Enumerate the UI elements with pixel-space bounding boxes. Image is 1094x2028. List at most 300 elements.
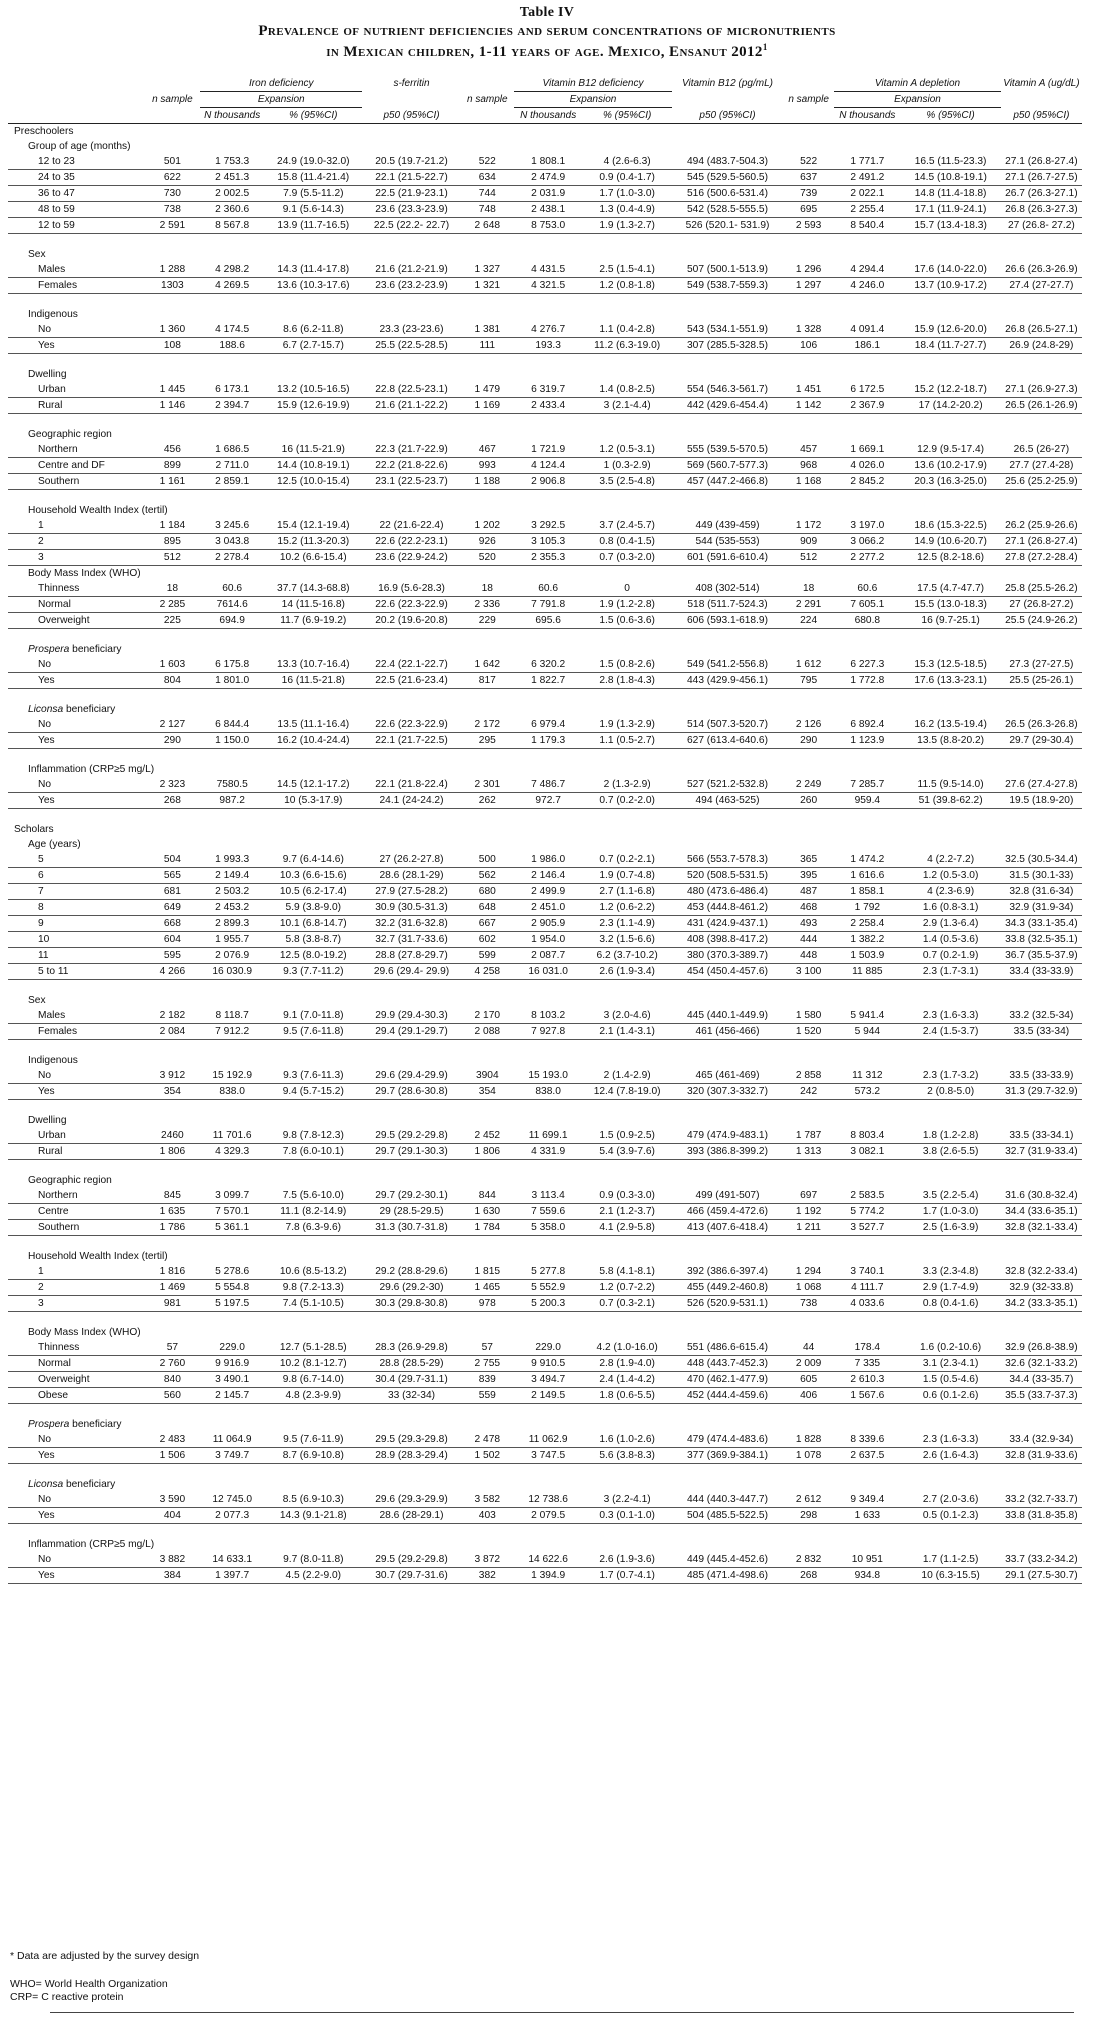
table-cell: 5.9 (3.8-9.0): [264, 900, 362, 916]
row-label: 5 to 11: [8, 964, 145, 980]
b12-expansion-header: Expansion: [514, 92, 672, 108]
table-cell: 526 (520.1- 531.9): [672, 218, 783, 234]
table-cell: 2 022.1: [834, 186, 900, 202]
table-cell: 9.4 (5.7-15.2): [264, 1084, 362, 1100]
table-cell: 29.6 (29.3-29.9): [362, 1492, 460, 1508]
table-cell: 32.2 (31.6-32.8): [362, 916, 460, 932]
table-cell: 3 105.3: [514, 534, 582, 550]
table-cell: 1 397.7: [200, 1568, 264, 1584]
table-cell: 542 (528.5-555.5): [672, 202, 783, 218]
table-cell: 926: [461, 534, 514, 550]
table-cell: 2.3 (1.1-4.9): [582, 916, 672, 932]
table-cell: 466 (459.4-472.6): [672, 1204, 783, 1220]
table-cell: 7.9 (5.5-11.2): [264, 186, 362, 202]
table-cell: 6 319.7: [514, 382, 582, 398]
section-heading-row: [8, 124, 1082, 140]
table-cell: 2 170: [461, 1008, 514, 1024]
section-heading-row: [8, 822, 1082, 837]
table-row: [8, 1264, 1082, 1280]
table-row: [8, 657, 1082, 673]
table-cell: 2.1 (1.4-3.1): [582, 1024, 672, 1040]
table-cell: 4 111.7: [834, 1280, 900, 1296]
table-cell: 1 520: [783, 1024, 834, 1040]
table-cell: 1 815: [461, 1264, 514, 1280]
table-cell: 493: [783, 916, 834, 932]
table-cell: 25.8 (25.5-26.2): [1001, 581, 1082, 597]
table-cell: 6 844.4: [200, 717, 264, 733]
table-cell: 545 (529.5-560.5): [672, 170, 783, 186]
table-cell: 2 255.4: [834, 202, 900, 218]
table-cell: 5.4 (3.9-7.6): [582, 1144, 672, 1160]
table-cell: 1 612: [783, 657, 834, 673]
table-cell: 3 245.6: [200, 518, 264, 534]
table-cell: 25.6 (25.2-25.9): [1001, 474, 1082, 490]
table-cell: 4 329.3: [200, 1144, 264, 1160]
table-cell: 730: [145, 186, 201, 202]
table-row: [8, 1356, 1082, 1372]
table-cell: 11 699.1: [514, 1128, 582, 1144]
table-cell: 229: [461, 613, 514, 629]
table-cell: 29.7 (29.2-30.1): [362, 1188, 460, 1204]
table-cell: 33.8 (32.5-35.1): [1001, 932, 1082, 948]
table-cell: 16.2 (13.5-19.4): [900, 717, 1000, 733]
table-cell: 987.2: [200, 793, 264, 809]
table-row: [8, 932, 1082, 948]
table-cell: 10 (6.3-15.5): [900, 1568, 1000, 1584]
table-cell: 2 249: [783, 777, 834, 793]
table-cell: 457 (447.2-466.8): [672, 474, 783, 490]
table-cell: 1 465: [461, 1280, 514, 1296]
table-cell: 15.9 (12.6-19.9): [264, 398, 362, 414]
table-cell: 694.9: [200, 613, 264, 629]
table-cell: 465 (461-469): [672, 1068, 783, 1084]
table-cell: 13.5 (8.8-20.2): [900, 733, 1000, 749]
table-cell: 1 603: [145, 657, 201, 673]
table-cell: 2 009: [783, 1356, 834, 1372]
table-cell: 193.3: [514, 338, 582, 354]
table-cell: 981: [145, 1296, 201, 1312]
table-cell: 229.0: [514, 1340, 582, 1356]
table-cell: 1.3 (0.4-4.9): [582, 202, 672, 218]
table-cell: 186.1: [834, 338, 900, 354]
iron-deficiency-header: Iron deficiency: [200, 76, 362, 92]
table-cell: 4 321.5: [514, 278, 582, 294]
table-cell: 18.4 (11.7-27.7): [900, 338, 1000, 354]
table-cell: 1.4 (0.5-3.6): [900, 932, 1000, 948]
table-cell: 5 554.8: [200, 1280, 264, 1296]
category-heading-italic: Liconsa: [28, 704, 64, 715]
table-cell: 1 296: [783, 262, 834, 278]
table-cell: 27 (26.2-27.8): [362, 852, 460, 868]
table-cell: 8 803.4: [834, 1128, 900, 1144]
table-cell: 1.8 (1.2-2.8): [900, 1128, 1000, 1144]
table-cell: 108: [145, 338, 201, 354]
b12-concentration-header: Vitamin B12 (pg/mL): [682, 78, 773, 90]
table-cell: 637: [783, 170, 834, 186]
table-cell: 242: [783, 1084, 834, 1100]
row-label: 2: [8, 1280, 145, 1296]
spacer-row: [8, 980, 1082, 994]
table-cell: 26.2 (25.9-26.6): [1001, 518, 1082, 534]
table-row: [8, 322, 1082, 338]
table-cell: 2 087.7: [514, 948, 582, 964]
table-cell: 11.2 (6.3-19.0): [582, 338, 672, 354]
category-heading-row: [8, 837, 1082, 852]
table-cell: 29.4 (29.1-29.7): [362, 1024, 460, 1040]
table-cell: 12.7 (5.1-28.5): [264, 1340, 362, 1356]
table-cell: 1 784: [461, 1220, 514, 1236]
table-cell: 1.6 (0.8-3.1): [900, 900, 1000, 916]
category-heading-row: [8, 139, 1082, 154]
table-row: [8, 338, 1082, 354]
table-cell: 2.8 (1.9-4.0): [582, 1356, 672, 1372]
table-cell: 22 (21.6-22.4): [362, 518, 460, 534]
table-cell: 4 266: [145, 964, 201, 980]
table-cell: 295: [461, 733, 514, 749]
table-cell: 413 (407.6-418.4): [672, 1220, 783, 1236]
table-cell: 16 (11.5-21.9): [264, 442, 362, 458]
pct-ci-header: % (95%CI): [900, 108, 1000, 124]
row-label: Yes: [8, 338, 145, 354]
table-cell: 9.3 (7.6-11.3): [264, 1068, 362, 1084]
spacer-cell: [8, 1236, 1082, 1250]
row-label: Yes: [8, 733, 145, 749]
table-cell: 1 721.9: [514, 442, 582, 458]
table-cell: 404: [145, 1508, 201, 1524]
p50-header: p50 (95%CI): [362, 108, 460, 124]
table-cell: 28.3 (26.9-29.8): [362, 1340, 460, 1356]
table-cell: 2 278.4: [200, 550, 264, 566]
spacer-row: [8, 1404, 1082, 1418]
table-cell: 5.8 (4.1-8.1): [582, 1264, 672, 1280]
table-cell: 1 858.1: [834, 884, 900, 900]
table-cell: 32.8 (31.9-33.6): [1001, 1448, 1082, 1464]
table-cell: 1 801.0: [200, 673, 264, 689]
table-cell: 9.1 (7.0-11.8): [264, 1008, 362, 1024]
table-cell: 1 474.2: [834, 852, 900, 868]
table-cell: 1 172: [783, 518, 834, 534]
row-label: Centre and DF: [8, 458, 145, 474]
table-cell: 15.7 (13.4-18.3): [900, 218, 1000, 234]
category-heading: Sex: [28, 249, 46, 260]
table-cell: 6 320.2: [514, 657, 582, 673]
table-cell: 500: [461, 852, 514, 868]
table-cell: 2 832: [783, 1552, 834, 1568]
table-cell: 22.5 (21.6-23.4): [362, 673, 460, 689]
table-cell: 845: [145, 1188, 201, 1204]
table-cell: 14.3 (9.1-21.8): [264, 1508, 362, 1524]
table-row: [8, 1388, 1082, 1404]
row-label: 7: [8, 884, 145, 900]
table-cell: 10.2 (8.1-12.7): [264, 1356, 362, 1372]
table-cell: 26.8 (26.5-27.1): [1001, 322, 1082, 338]
table-cell: 268: [783, 1568, 834, 1584]
table-cell: 739: [783, 186, 834, 202]
table-row: [8, 1084, 1082, 1100]
category-heading-rest: beneficiary: [69, 1419, 122, 1430]
category-heading-row: [8, 367, 1082, 382]
table-cell: 520: [461, 550, 514, 566]
table-cell: 1.6 (0.2-10.6): [900, 1340, 1000, 1356]
spacer-row: [8, 1100, 1082, 1114]
table-cell: 1.4 (0.8-2.5): [582, 382, 672, 398]
table-cell: 34.4 (33.6-35.1): [1001, 1204, 1082, 1220]
table-cell: 512: [783, 550, 834, 566]
table-cell: 504 (485.5-522.5): [672, 1508, 783, 1524]
table-cell: 1.5 (0.8-2.6): [582, 657, 672, 673]
table-cell: 599: [461, 948, 514, 964]
table-cell: 909: [783, 534, 834, 550]
row-label: Thinness: [8, 1340, 145, 1356]
table-cell: 3.8 (2.6-5.5): [900, 1144, 1000, 1160]
table-cell: 6 227.3: [834, 657, 900, 673]
row-label: 1: [8, 518, 145, 534]
table-cell: 555 (539.5-570.5): [672, 442, 783, 458]
table-cell: 32.9 (31.9-34): [1001, 900, 1082, 916]
table-cell: 34.3 (33.1-35.4): [1001, 916, 1082, 932]
row-label: Yes: [8, 793, 145, 809]
table-cell: 2 478: [461, 1432, 514, 1448]
table-cell: 33.4 (33-33.9): [1001, 964, 1082, 980]
table-cell: 1 633: [834, 1508, 900, 1524]
table-cell: 2 438.1: [514, 202, 582, 218]
table-cell: 1 382.2: [834, 932, 900, 948]
table-cell: 13.3 (10.7-16.4): [264, 657, 362, 673]
table-cell: 0.7 (0.2-2.0): [582, 793, 672, 809]
table-cell: 1 146: [145, 398, 201, 414]
table-cell: 22.6 (22.3-22.9): [362, 717, 460, 733]
table-cell: 507 (500.1-513.9): [672, 262, 783, 278]
table-cell: 2 084: [145, 1024, 201, 1040]
category-heading-row: [8, 427, 1082, 442]
table-cell: 24.9 (19.0-32.0): [264, 154, 362, 170]
category-heading: Inflammation (CRP≥5 mg/L): [28, 764, 155, 775]
table-row: [8, 884, 1082, 900]
table-cell: 2.7 (1.1-6.8): [582, 884, 672, 900]
table-cell: 2.6 (1.9-3.6): [582, 1552, 672, 1568]
table-cell: 978: [461, 1296, 514, 1312]
table-cell: 895: [145, 534, 201, 550]
table-cell: 2 451.3: [200, 170, 264, 186]
category-heading: Age (years): [28, 839, 81, 850]
table-cell: 4.5 (2.2-9.0): [264, 1568, 362, 1584]
footnote-crp: CRP= C reactive protein: [10, 1991, 124, 2003]
table-cell: 559: [461, 1388, 514, 1404]
table-cell: 22.8 (22.5-23.1): [362, 382, 460, 398]
table-cell: 494 (463-525): [672, 793, 783, 809]
table-cell: 1 506: [145, 1448, 201, 1464]
table-cell: 1 068: [783, 1280, 834, 1296]
table-cell: 7.5 (5.6-10.0): [264, 1188, 362, 1204]
table-cell: 268: [145, 793, 201, 809]
table-cell: 2.4 (1.5-3.7): [900, 1024, 1000, 1040]
spacer-row: [8, 1312, 1082, 1326]
table-cell: 1 816: [145, 1264, 201, 1280]
table-cell: 14.9 (10.6-20.7): [900, 534, 1000, 550]
table-cell: 1 503.9: [834, 948, 900, 964]
pct-ci-header: % (95%CI): [582, 108, 672, 124]
table-cell: 2 258.4: [834, 916, 900, 932]
row-label: Rural: [8, 398, 145, 414]
table-cell: 15.2 (12.2-18.7): [900, 382, 1000, 398]
spacer-row: [8, 1160, 1082, 1174]
table-cell: 9 349.4: [834, 1492, 900, 1508]
iron-expansion-header: Expansion: [200, 92, 362, 108]
table-cell: 0.9 (0.3-3.0): [582, 1188, 672, 1204]
table-cell: 2 031.9: [514, 186, 582, 202]
table-cell: 10.3 (6.6-15.6): [264, 868, 362, 884]
table-cell: 1 394.9: [514, 1568, 582, 1584]
table-cell: 549 (541.2-556.8): [672, 657, 783, 673]
table-cell: 605: [783, 1372, 834, 1388]
table-cell: 467: [461, 442, 514, 458]
row-label: Overweight: [8, 1372, 145, 1388]
table-cell: 9 910.5: [514, 1356, 582, 1372]
table-cell: 22.1 (21.5-22.7): [362, 170, 460, 186]
table-cell: 2 126: [783, 717, 834, 733]
spacer-row: [8, 234, 1082, 248]
table-cell: 4 (2.6-6.3): [582, 154, 672, 170]
table-row: [8, 1552, 1082, 1568]
row-label: Thinness: [8, 581, 145, 597]
table-cell: 354: [145, 1084, 201, 1100]
table-cell: 2.5 (1.5-4.1): [582, 262, 672, 278]
table-cell: 501: [145, 154, 201, 170]
table-cell: 33.7 (33.2-34.2): [1001, 1552, 1082, 1568]
table-cell: 23.6 (23.3-23.9): [362, 202, 460, 218]
table-cell: 681: [145, 884, 201, 900]
table-cell: 494 (483.7-504.3): [672, 154, 783, 170]
table-cell: 9.8 (7.8-12.3): [264, 1128, 362, 1144]
table-cell: 11 312: [834, 1068, 900, 1084]
table-cell: 17.5 (4.7-47.7): [900, 581, 1000, 597]
spacer-row: [8, 689, 1082, 703]
table-cell: 2 277.2: [834, 550, 900, 566]
category-heading-rest: beneficiary: [63, 1479, 116, 1490]
row-label: No: [8, 657, 145, 673]
row-label: 12 to 23: [8, 154, 145, 170]
table-cell: 522: [461, 154, 514, 170]
table-title-text: in Mexican children, 1-11 years of age. Mexico, Ensanut 2012: [326, 44, 763, 60]
table-cell: 7614.6: [200, 597, 264, 613]
table-cell: 3 (2.0-4.6): [582, 1008, 672, 1024]
category-heading-row: [8, 1173, 1082, 1188]
table-cell: 2 182: [145, 1008, 201, 1024]
row-label: 24 to 35: [8, 170, 145, 186]
table-cell: 562: [461, 868, 514, 884]
row-label: 36 to 47: [8, 186, 145, 202]
table-cell: 8 753.0: [514, 218, 582, 234]
table-cell: 36.7 (35.5-37.9): [1001, 948, 1082, 964]
table-cell: 8 118.7: [200, 1008, 264, 1024]
table-cell: 29.5 (29.2-29.8): [362, 1552, 460, 1568]
table-cell: 1 686.5: [200, 442, 264, 458]
table-cell: 1 078: [783, 1448, 834, 1464]
pct-ci-header: % (95%CI): [264, 108, 362, 124]
table-cell: 0.5 (0.1-2.3): [900, 1508, 1000, 1524]
table-cell: 1.2 (0.8-1.8): [582, 278, 672, 294]
table-cell: 551 (486.6-615.4): [672, 1340, 783, 1356]
table-cell: 111: [461, 338, 514, 354]
table-cell: 27 (26.8-27.2): [1001, 597, 1082, 613]
category-heading-row: [8, 1417, 1082, 1432]
table-cell: 9.5 (7.6-11.8): [264, 1024, 362, 1040]
spacer-row: [8, 809, 1082, 823]
table-cell: 2 301: [461, 777, 514, 793]
table-cell: 2 637.5: [834, 1448, 900, 1464]
table-cell: 354: [461, 1084, 514, 1100]
table-cell: 934.8: [834, 1568, 900, 1584]
table-cell: 260: [783, 793, 834, 809]
table-cell: 7.8 (6.0-10.1): [264, 1144, 362, 1160]
table-cell: 518 (511.7-524.3): [672, 597, 783, 613]
table-cell: 25.5 (22.5-28.5): [362, 338, 460, 354]
table-row: [8, 581, 1082, 597]
table-cell: 3.1 (2.3-4.1): [900, 1356, 1000, 1372]
table-cell: 10.1 (6.8-14.7): [264, 916, 362, 932]
table-cell: 106: [783, 338, 834, 354]
category-heading-row: [8, 1537, 1082, 1552]
table-cell: 2 452: [461, 1128, 514, 1144]
table-cell: 1 297: [783, 278, 834, 294]
table-cell: 12.5 (10.0-15.4): [264, 474, 362, 490]
table-cell: 30.3 (29.8-30.8): [362, 1296, 460, 1312]
table-row: [8, 186, 1082, 202]
table-cell: 2 367.9: [834, 398, 900, 414]
table-cell: 10.6 (8.5-13.2): [264, 1264, 362, 1280]
row-label: 10: [8, 932, 145, 948]
category-heading: Body Mass Index (WHO): [28, 1327, 141, 1338]
table-cell: 224: [783, 613, 834, 629]
table-cell: 480 (473.6-486.4): [672, 884, 783, 900]
table-cell: 4.2 (1.0-16.0): [582, 1340, 672, 1356]
row-label: Yes: [8, 1568, 145, 1584]
table-cell: 33.5 (33-34): [1001, 1024, 1082, 1040]
table-cell: 25.5 (24.9-26.2): [1001, 613, 1082, 629]
table-cell: 479 (474.4-483.6): [672, 1432, 783, 1448]
table-cell: 1 123.9: [834, 733, 900, 749]
table-cell: 0.7 (0.3-2.1): [582, 1296, 672, 1312]
row-label: 5: [8, 852, 145, 868]
table-cell: 5.6 (3.8-8.3): [582, 1448, 672, 1464]
table-cell: 606 (593.1-618.9): [672, 613, 783, 629]
spacer-cell: [8, 414, 1082, 428]
table-cell: 37.7 (14.3-68.8): [264, 581, 362, 597]
table-cell: 5 200.3: [514, 1296, 582, 1312]
table-cell: 11.1 (8.2-14.9): [264, 1204, 362, 1220]
row-label: Yes: [8, 1448, 145, 1464]
row-label: Northern: [8, 1188, 145, 1204]
table-cell: 10.5 (6.2-17.4): [264, 884, 362, 900]
table-row: [8, 1128, 1082, 1144]
table-cell: 3 582: [461, 1492, 514, 1508]
table-cell: 448 (443.7-452.3): [672, 1356, 783, 1372]
table-row: [8, 1008, 1082, 1024]
table-cell: 1 955.7: [200, 932, 264, 948]
table-row: [8, 1508, 1082, 1524]
table-cell: 32.8 (32.2-33.4): [1001, 1264, 1082, 1280]
category-heading-italic: Prospera: [28, 1419, 70, 1430]
spacer-row: [8, 490, 1082, 504]
table-cell: 2 (1.3-2.9): [582, 777, 672, 793]
table-cell: 7580.5: [200, 777, 264, 793]
table-cell: 7 927.8: [514, 1024, 582, 1040]
table-cell: 31.3 (30.7-31.8): [362, 1220, 460, 1236]
table-cell: 499 (491-507): [672, 1188, 783, 1204]
table-cell: 5 358.0: [514, 1220, 582, 1236]
table-cell: 3 043.8: [200, 534, 264, 550]
table-cell: 21.6 (21.1-22.2): [362, 398, 460, 414]
